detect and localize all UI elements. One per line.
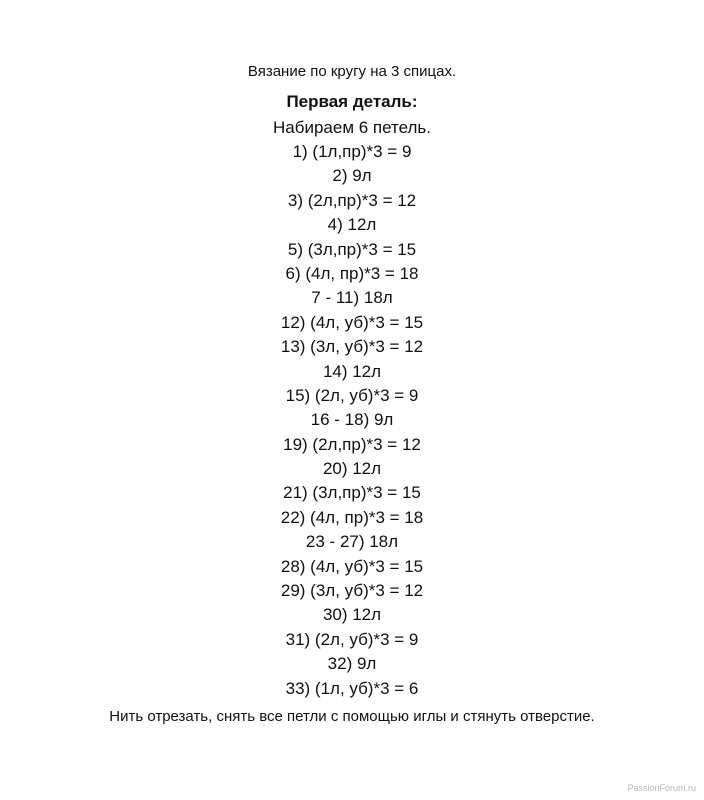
- row-instruction: 30) 12л: [322, 605, 382, 625]
- row-instruction: 28) (4л, уб)*3 = 15: [280, 556, 424, 576]
- row-instruction: 22) (4л, пр)*3 = 18: [280, 507, 424, 527]
- row-instruction: 19) (2л,пр)*3 = 12: [283, 434, 421, 454]
- watermark: PassionForum.ru: [627, 783, 696, 793]
- row-instruction: 16 - 18) 9л: [310, 410, 394, 430]
- row-instruction: 14) 12л: [322, 361, 382, 381]
- row-instruction: 6) (4л, пр)*3 = 18: [285, 263, 419, 283]
- part-heading: Первая деталь:: [286, 92, 418, 111]
- row-instruction: 32) 9л: [327, 654, 377, 674]
- row-instruction: 12) (4л, уб)*3 = 15: [280, 312, 424, 332]
- row-instruction: 7 - 11) 18л: [311, 288, 393, 308]
- pattern-subtitle: Вязание по кругу на 3 спицах.: [247, 63, 457, 80]
- row-instruction: 5) (3л,пр)*3 = 15: [287, 239, 417, 259]
- row-instruction: 2) 9л: [332, 166, 372, 186]
- row-instruction: 3) (2л,пр)*3 = 12: [287, 190, 417, 210]
- row-instruction: 31) (2л, уб)*3 = 9: [285, 629, 419, 649]
- row-instruction: 4) 12л: [327, 215, 377, 235]
- cast-on-instruction: Набираем 6 петель.: [273, 118, 431, 137]
- row-instruction: 33) (1л, уб)*3 = 6: [285, 678, 419, 698]
- row-instruction: 29) (3л, уб)*3 = 12: [280, 581, 424, 601]
- row-instruction: 23 - 27) 18л: [305, 532, 399, 552]
- row-instruction: 1) (1л,пр)*3 = 9: [292, 142, 412, 161]
- row-instruction: 20) 12л: [322, 459, 382, 479]
- row-instruction: 15) (2л, уб)*3 = 9: [285, 385, 419, 405]
- row-instructions-list: [0, 140, 704, 701]
- finishing-instruction: Нить отрезать, снять все петли с помощью иглы и стянуть отверстие.: [109, 708, 595, 725]
- row-instruction: 21) (3л,пр)*3 = 15: [283, 483, 421, 503]
- row-instruction: 13) (3л, уб)*3 = 12: [280, 337, 424, 357]
